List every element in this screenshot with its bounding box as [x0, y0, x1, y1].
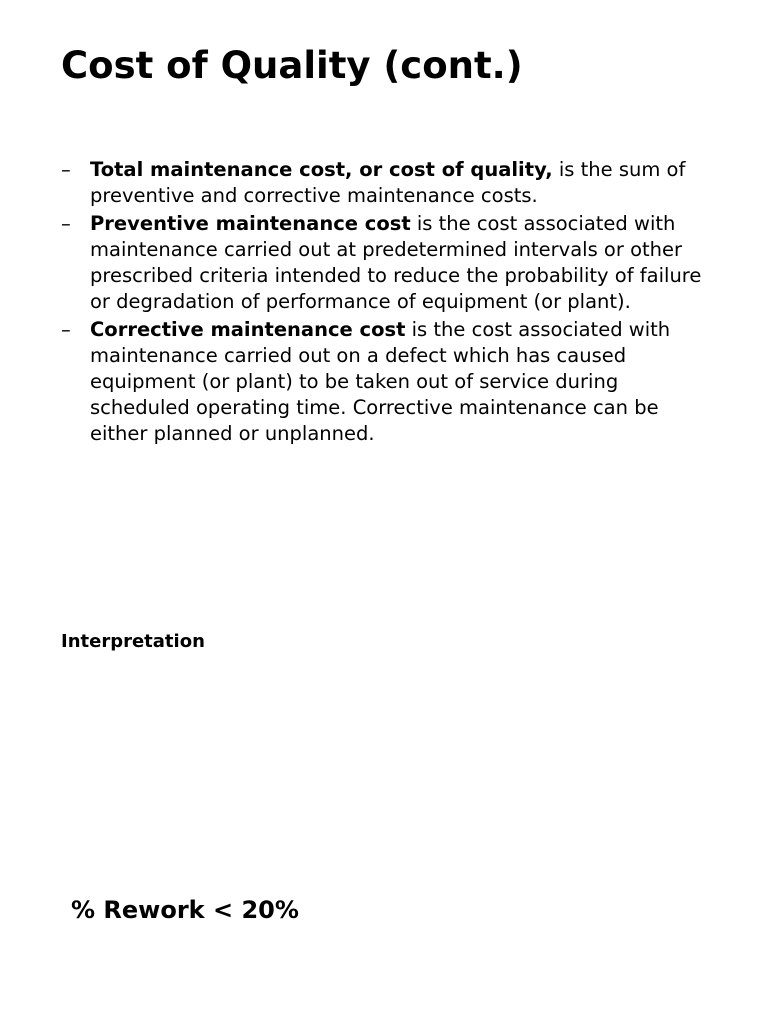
rework-formula: % Rework < 20%	[71, 896, 299, 924]
list-item-preventive-maintenance-cost	[61, 211, 711, 315]
term-definition: is the cost associated with maintenance carried out on a defect which has caused equipment (or plant) to be taken out of service during scheduled operating time. Corrective maintenance can be either planned or unplanned.	[90, 318, 671, 445]
page-title: Cost of Quality (cont.)	[61, 44, 523, 87]
definition-list	[61, 157, 711, 449]
term-label: Corrective maintenance cost	[90, 318, 406, 341]
interpretation-heading: Interpretation	[61, 631, 205, 652]
term-definition: is the cost associated with maintenance carried out at predetermined intervals or other prescribed criteria intended to reduce the probability of failure or degradation of performance of equipment (or plant).	[90, 212, 702, 313]
term-definition: is the sum of preventive and corrective maintenance costs.	[90, 158, 686, 207]
dash-bullet-icon: –	[61, 318, 71, 341]
term-label: Preventive maintenance cost	[90, 212, 411, 235]
list-item-total-maintenance-cost	[61, 157, 711, 209]
term-label: Total maintenance cost, or cost of quality,	[90, 158, 553, 181]
dash-bullet-icon: –	[61, 212, 71, 235]
dash-bullet-icon: –	[61, 158, 71, 181]
list-item-corrective-maintenance-cost	[61, 317, 711, 447]
